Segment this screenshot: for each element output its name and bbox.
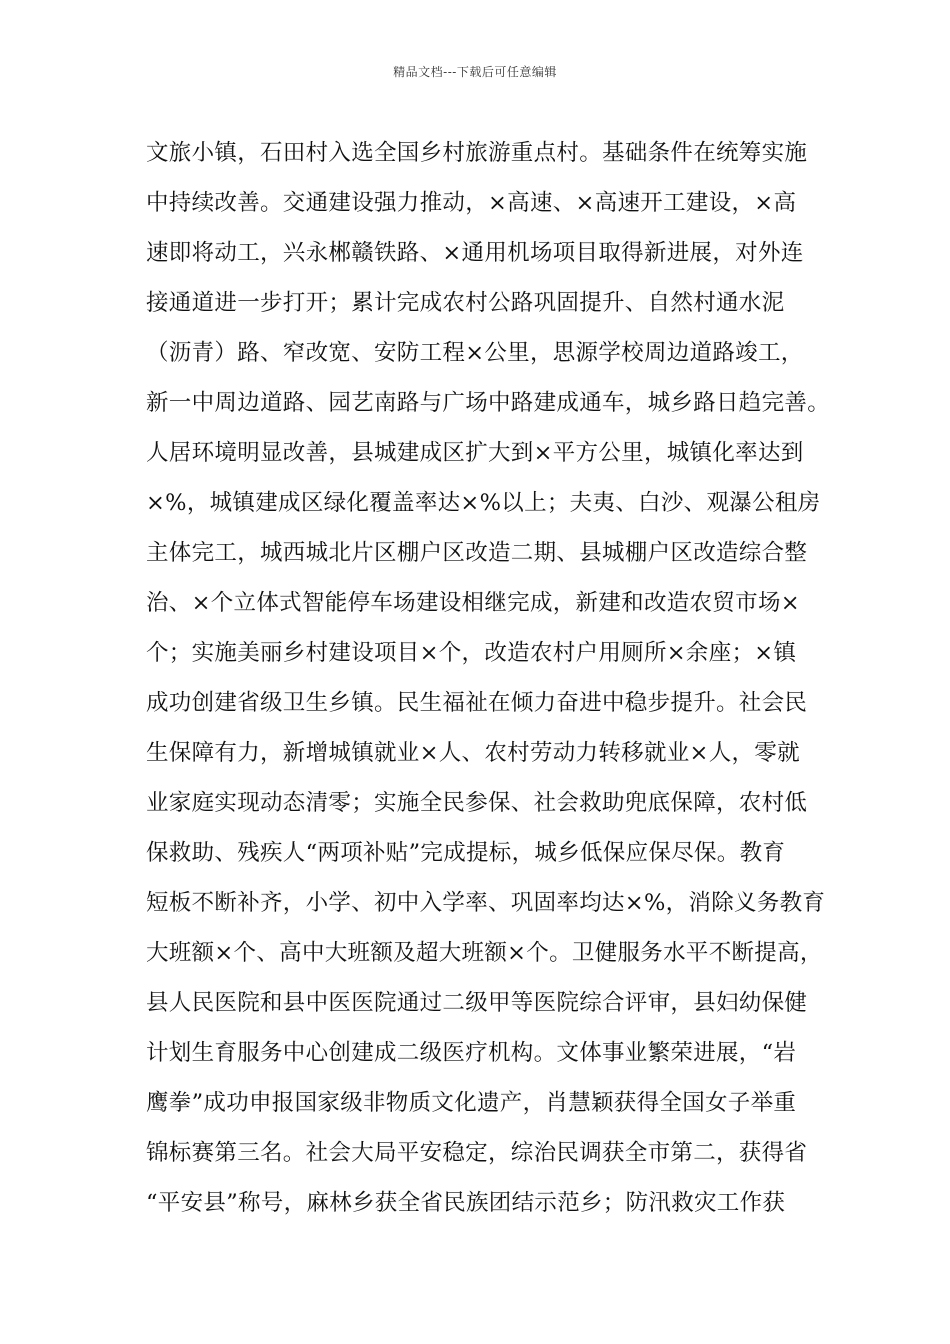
- text-line: 计划生育服务中心创建成二级医疗机构。文体事业繁荣进展，“岩: [146, 1040, 797, 1066]
- text-line: ×%，城镇建成区绿化覆盖率达×%以上；夫夷、白沙、观瀑公租房: [146, 490, 821, 516]
- text-line: 文旅小镇，石田村入选全国乡村旅游重点村。基础条件在统筹实施: [146, 140, 808, 166]
- text-line: （沥青）路、窄改宽、安防工程×公里，思源学校周边道路竣工，: [146, 340, 804, 366]
- text-line: 人居环境明显改善，县城建成区扩大到×平方公里，城镇化率达到: [146, 440, 804, 466]
- text-line: 主体完工，城西城北片区棚户区改造二期、县城棚户区改造综合整: [146, 540, 808, 566]
- text-line: 短板不断补齐，小学、初中入学率、巩固率均达×%，消除义务教育: [146, 890, 826, 916]
- body-text: [146, 128, 836, 1228]
- text-line: 成功创建省级卫生乡镇。民生福祉在倾力奋进中稳步提升。社会民: [146, 690, 808, 716]
- text-line: 业家庭实现动态清零；实施全民参保、社会救助兜底保障，农村低: [146, 790, 808, 816]
- text-line: 新一中周边道路、园艺南路与广场中路建成通车，城乡路日趋完善。: [146, 390, 831, 416]
- text-line: 个；实施美丽乡村建设项目×个，改造农村户用厕所×余座；×镇: [146, 640, 797, 666]
- text-line: 生保障有力，新增城镇就业×人、农村劳动力转移就业×人，零就: [146, 740, 800, 766]
- text-line: 治、×个立体式智能停车场建设相继完成，新建和改造农贸市场×: [146, 590, 800, 616]
- text-line: “平安县”称号，麻林乡获全省民族团结示范乡；防汛救灾工作获: [146, 1190, 786, 1216]
- text-line: 大班额×个、高中大班额及超大班额×个。卫健服务水平不断提高，: [146, 940, 823, 966]
- page-header: 精品文档---下载后可任意编辑: [393, 65, 557, 79]
- text-line: 鹰拳”成功申报国家级非物质文化遗产，肖慧颖获得全国女子举重: [146, 1090, 797, 1116]
- text-line: 锦标赛第三名。社会大局平安稳定，综治民调获全市第二，获得省: [146, 1140, 808, 1166]
- text-line: 保救助、残疾人“两项补贴”完成提标，城乡低保应保尽保。教育: [146, 840, 786, 866]
- text-line: 县人民医院和县中医医院通过二级甲等医院综合评审，县妇幼保健: [146, 990, 808, 1016]
- text-line: 中持续改善。交通建设强力推动，×高速、×高速开工建设，×高: [146, 190, 797, 216]
- text-line: 速即将动工，兴永郴赣铁路、×通用机场项目取得新进展，对外连: [146, 240, 804, 266]
- text-line: 接通道进一步打开；累计完成农村公路巩固提升、自然村通水泥: [146, 290, 785, 316]
